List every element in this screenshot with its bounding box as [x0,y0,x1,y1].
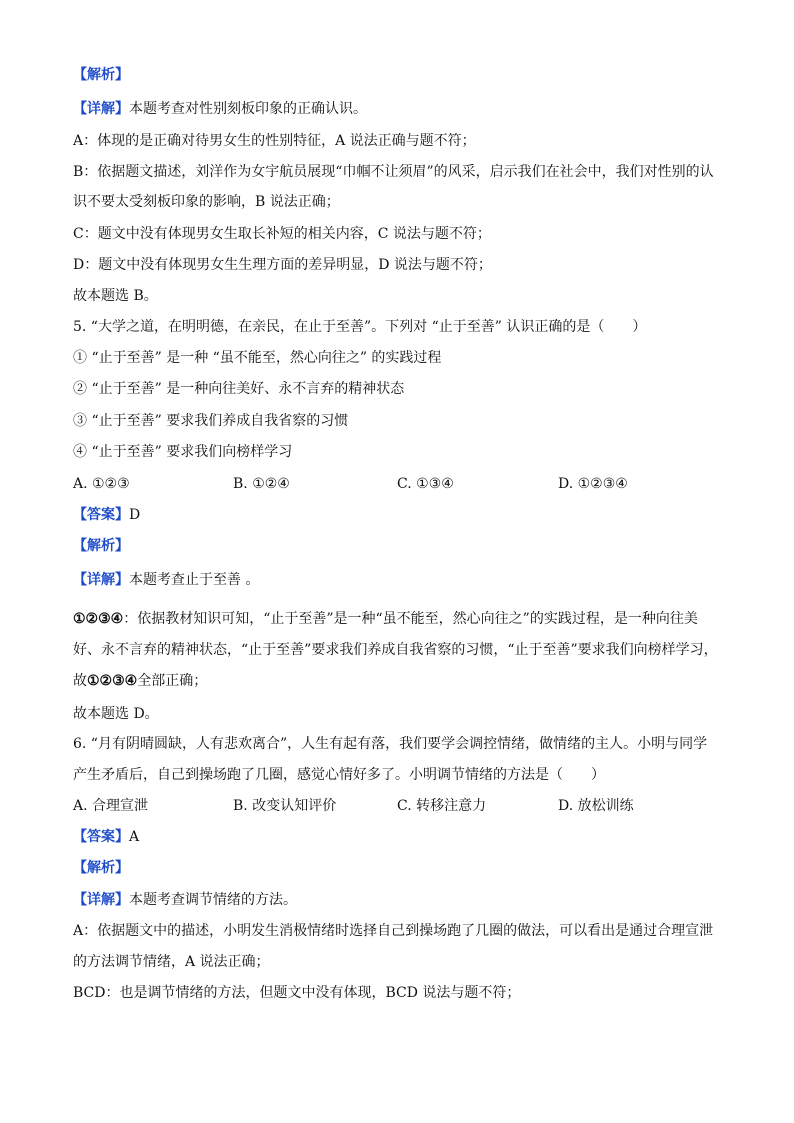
q6-option-c: C. 转移注意力 [397,798,487,814]
q4-detail-line [73,100,733,118]
q6-answer-value: A [129,829,140,845]
q4-analysis-heading [73,66,733,84]
analysis-tag: 【解析】 [73,67,129,83]
q5-answer-line [73,506,733,524]
detail-tag: 【详解】 [73,101,129,117]
q5-explain-3-suffix: 全部正确； [137,673,208,689]
q5-explain-line-3 [73,672,733,690]
q5-detail-text: 本题考查止于至善 。 [129,572,260,588]
q5-explain-3-bold: ①②③④ [87,673,138,689]
q4-line-b2: 识不要太受刻板印象的影响，B 说法正确； [73,194,340,210]
q5-question: 5. “大学之道，在明明德，在亲民，在止于至善”。下列对 “止于至善” 认识正确的是（ ） [73,319,647,335]
analysis-tag: 【解析】 [73,538,129,554]
q6-analysis-heading [73,859,733,877]
q6-question-line-1: 6. “月有阴晴圆缺，人有悲欢离合”，人生有起有落，我们要学会调控情绪，做情绪的主人。小明与同学 [73,736,708,752]
q6-answer-line [73,828,733,846]
q5-conclusion: 故本题选 D。 [73,706,159,722]
q6-detail-text: 本题考查调节情绪的方法。 [129,892,297,908]
q5-option-b: B. ①②④ [233,476,290,492]
q5-statement-3: ③ “止于至善” 要求我们养成自我省察的习惯 [73,413,349,429]
q5-analysis-heading [73,537,733,555]
q5-detail-line [73,571,733,589]
q4-line-a: A：体现的是正确对待男女生的性别特征，A 说法正确与题不符； [73,133,476,149]
q4-conclusion: 故本题选 B。 [73,288,158,304]
q4-detail-text: 本题考查对性别刻板印象的正确认识。 [129,101,367,117]
q6-line-bcd: BCD：也是调节情绪的方法，但题文中没有体现，BCD 说法与题不符； [73,985,521,1001]
q5-explain-line-2: 好、永不言弃的精神状态，“止于至善”要求我们养成自我省察的习惯，“止于至善”要求我们向榜样学习， [73,642,718,658]
q5-explain-3-prefix: 故 [73,673,87,689]
q6-line-a1: A：依据题文中的描述，小明发生消极情绪时选择自己到操场跑了几圈的做法，可以看出是通过合理宣泄 [73,923,714,939]
q5-option-d: D. ①②③④ [558,476,628,492]
q4-line-c: C：题文中没有体现男女生取长补短的相关内容，C 说法与题不符； [73,226,491,242]
answer-tag: 【答案】 [73,507,129,523]
q5-option-a: A. ①②③ [73,476,130,492]
q6-line-a2: 的方法调节情绪，A 说法正确； [73,954,270,970]
q5-answer-value: D [129,507,141,523]
q6-option-d: D. 放松训练 [558,798,634,814]
q5-statement-4: ④ “止于至善” 要求我们向榜样学习 [73,444,293,460]
q6-option-a: A. 合理宣泄 [73,798,149,814]
q5-statement-1: ① “止于至善” 是一种 “虽不能至，然心向往之” 的实践过程 [73,350,442,366]
q5-option-c: C. ①③④ [397,476,454,492]
analysis-tag: 【解析】 [73,860,129,876]
answer-tag: 【答案】 [73,829,129,845]
q5-statement-2: ② “止于至善” 是一种向往美好、永不言弃的精神状态 [73,381,405,397]
q5-explain-line-1 [73,610,733,628]
q6-option-b: B. 改变认知评价 [233,798,337,814]
q6-question-line-2: 产生矛盾后，自己到操场跑了几圈，感觉心情好多了。小明调节情绪的方法是（ ） [73,767,605,783]
detail-tag: 【详解】 [73,572,129,588]
q4-line-b1: B：依据题文描述，刘洋作为女宇航员展现“巾帼不让须眉”的风采，启示我们在社会中，我们对性别的认 [73,164,714,180]
detail-tag: 【详解】 [73,892,129,908]
q4-line-d: D：题文中没有体现男女生生理方面的差异明显，D 说法与题不符； [73,257,492,273]
q5-explain-1: ：依据教材知识可知，“止于至善”是一种“虽不能至，然心向往之”的实践过程，是一种向往美 [123,611,698,627]
q5-explain-prefix: ①②③④ [73,611,124,627]
q6-detail-line [73,891,733,909]
